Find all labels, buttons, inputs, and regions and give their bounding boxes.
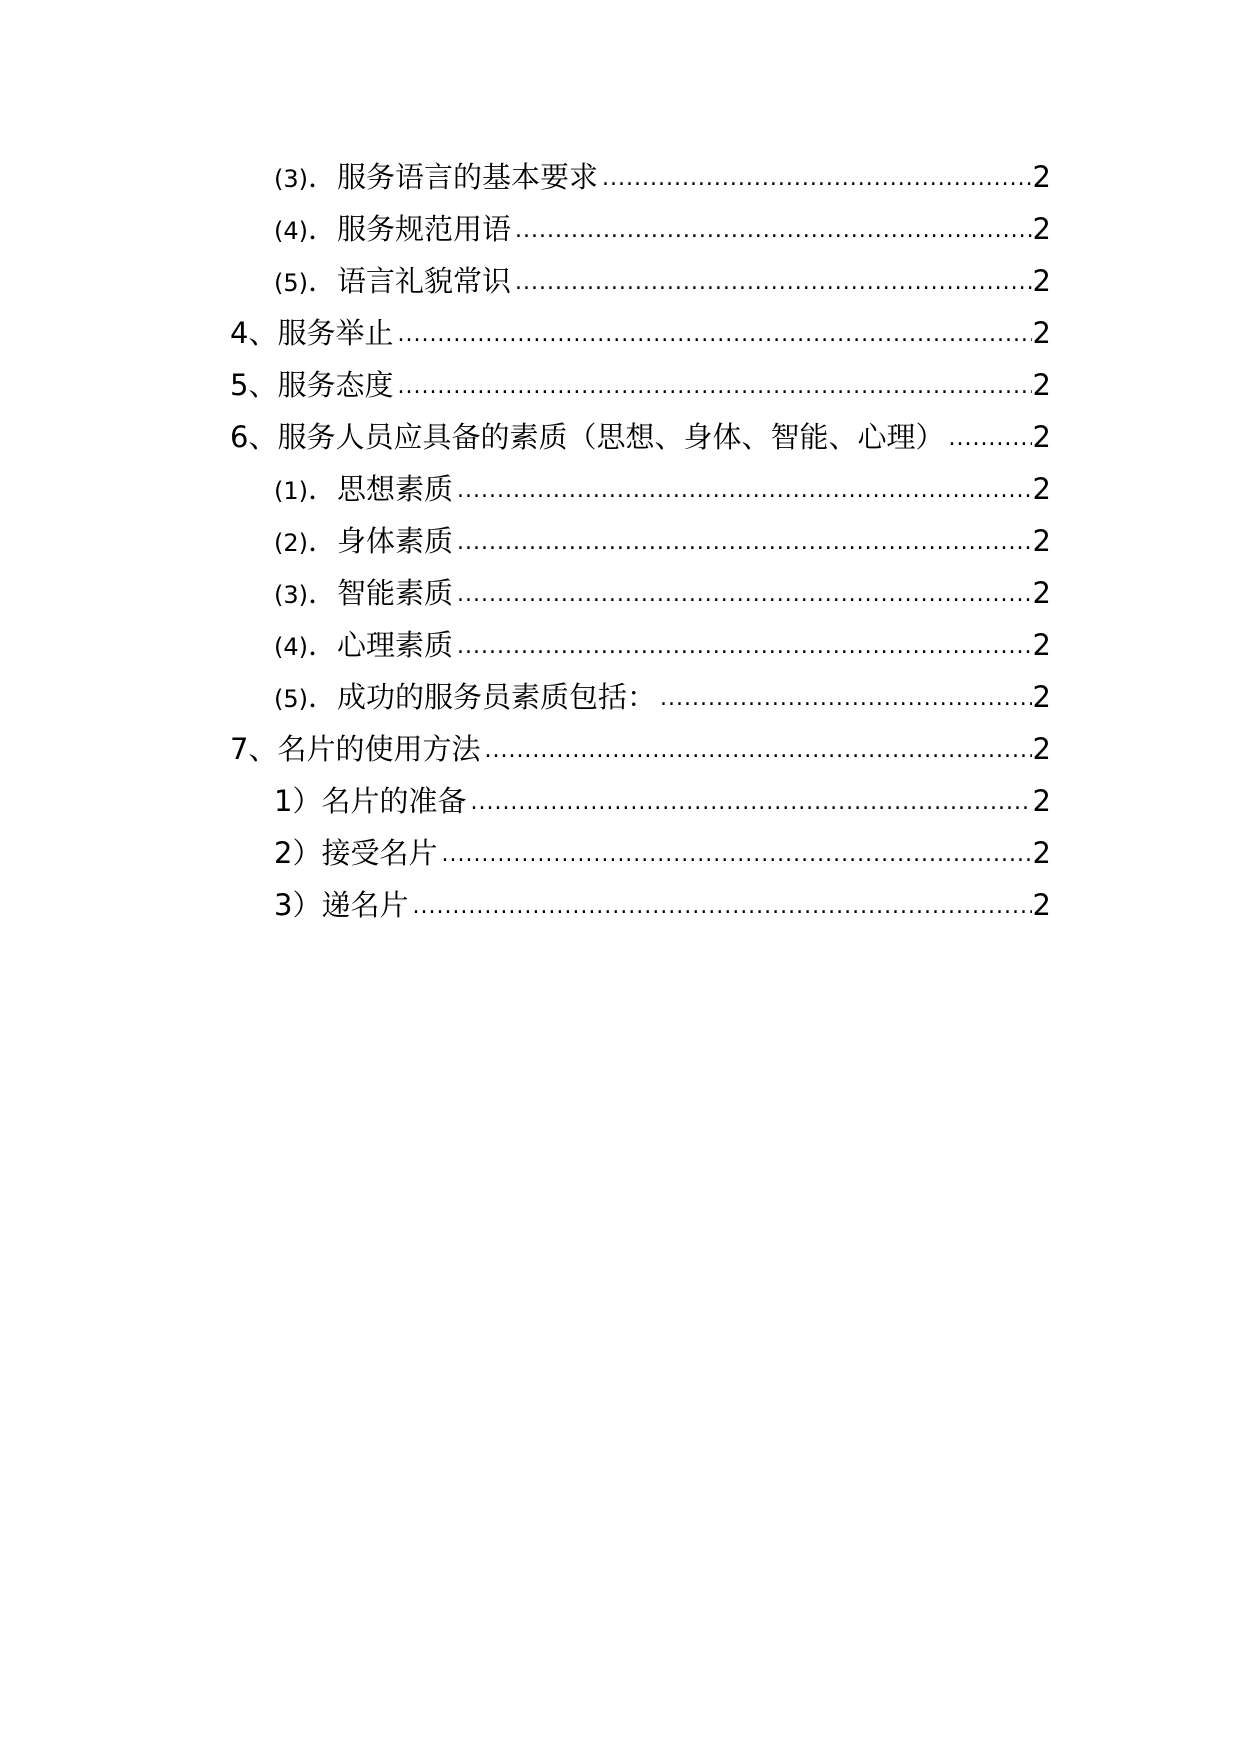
toc-entry-number: 1 bbox=[274, 784, 293, 818]
toc-entry[interactable] bbox=[0, 359, 1051, 411]
toc-entry-number: (3) bbox=[274, 165, 308, 193]
toc-dot-leader bbox=[457, 569, 1032, 621]
toc-dot-leader bbox=[397, 361, 1031, 413]
toc-entry[interactable] bbox=[0, 775, 1051, 827]
toc-entry-page: 2 bbox=[1032, 680, 1051, 714]
table-of-contents bbox=[0, 151, 1241, 931]
toc-entry-page: 2 bbox=[1032, 472, 1051, 506]
toc-entry-title: ．身体素质 bbox=[308, 524, 454, 558]
toc-entry[interactable] bbox=[0, 515, 1051, 567]
toc-dot-leader bbox=[457, 621, 1032, 673]
toc-entry-page: 2 bbox=[1032, 628, 1051, 662]
toc-entry-page: 2 bbox=[1032, 836, 1051, 870]
toc-entry[interactable] bbox=[0, 671, 1051, 723]
toc-entry-number: 6 bbox=[230, 420, 249, 454]
toc-entry-number: 5 bbox=[230, 368, 249, 402]
toc-entry-number: 2 bbox=[274, 836, 293, 870]
toc-dot-leader bbox=[515, 205, 1032, 257]
toc-dot-leader bbox=[660, 673, 1032, 725]
toc-dot-leader bbox=[484, 725, 1031, 777]
toc-entry-number: 4 bbox=[230, 316, 249, 350]
toc-entry-title: 、服务人员应具备的素质（思想、身体、智能、心理） bbox=[248, 420, 945, 454]
toc-entry-page: 2 bbox=[1032, 264, 1051, 298]
toc-entry-number: (4) bbox=[274, 633, 308, 661]
toc-entry-number: (1) bbox=[274, 477, 308, 505]
toc-dot-leader bbox=[470, 777, 1031, 829]
toc-dot-leader bbox=[457, 517, 1032, 569]
toc-entry-page: 2 bbox=[1032, 732, 1051, 766]
toc-entry-number: (5) bbox=[274, 685, 308, 713]
toc-entry[interactable] bbox=[0, 567, 1051, 619]
toc-dot-leader bbox=[397, 309, 1031, 361]
toc-entry[interactable] bbox=[0, 827, 1051, 879]
toc-entry-number: (3) bbox=[274, 581, 308, 609]
toc-entry[interactable] bbox=[0, 203, 1051, 255]
toc-entry[interactable] bbox=[0, 879, 1051, 931]
toc-entry-number: 7 bbox=[230, 732, 249, 766]
toc-entry-number: (4) bbox=[274, 217, 308, 245]
toc-entry-title: ．智能素质 bbox=[308, 576, 454, 610]
toc-entry-title: ．心理素质 bbox=[308, 628, 454, 662]
toc-entry[interactable] bbox=[0, 307, 1051, 359]
toc-entry-page: 2 bbox=[1032, 524, 1051, 558]
toc-entry[interactable] bbox=[0, 255, 1051, 307]
toc-dot-leader bbox=[948, 413, 1031, 465]
toc-entry-number: (2) bbox=[274, 529, 308, 557]
toc-entry-number: (5) bbox=[274, 269, 308, 297]
toc-entry[interactable] bbox=[0, 151, 1051, 203]
toc-entry-title: ．服务规范用语 bbox=[308, 212, 512, 246]
toc-entry-title: ．服务语言的基本要求 bbox=[308, 160, 599, 194]
toc-entry-page: 2 bbox=[1032, 368, 1051, 402]
toc-dot-leader bbox=[441, 829, 1031, 881]
toc-entry-page: 2 bbox=[1032, 160, 1051, 194]
toc-entry-title: ．成功的服务员素质包括： bbox=[308, 680, 657, 714]
toc-dot-leader bbox=[602, 153, 1032, 205]
toc-entry-page: 2 bbox=[1032, 212, 1051, 246]
toc-entry[interactable] bbox=[0, 723, 1051, 775]
toc-entry-page: 2 bbox=[1032, 784, 1051, 818]
toc-entry-page: 2 bbox=[1032, 420, 1051, 454]
toc-entry-title: ）名片的准备 bbox=[292, 784, 467, 818]
toc-entry-title: ．语言礼貌常识 bbox=[308, 264, 512, 298]
toc-entry-title: 、服务态度 bbox=[248, 368, 394, 402]
toc-entry-title: ）递名片 bbox=[292, 888, 409, 922]
toc-entry-page: 2 bbox=[1032, 888, 1051, 922]
toc-entry-page: 2 bbox=[1032, 316, 1051, 350]
toc-entry[interactable] bbox=[0, 619, 1051, 671]
toc-entry-title: 、服务举止 bbox=[248, 316, 394, 350]
toc-entry[interactable] bbox=[0, 411, 1051, 463]
toc-entry-title: ）接受名片 bbox=[292, 836, 438, 870]
toc-entry-number: 3 bbox=[274, 888, 293, 922]
toc-entry-page: 2 bbox=[1032, 576, 1051, 610]
toc-dot-leader bbox=[457, 465, 1032, 517]
toc-entry-title: ．思想素质 bbox=[308, 472, 454, 506]
toc-entry-title: 、名片的使用方法 bbox=[248, 732, 481, 766]
toc-dot-leader bbox=[412, 881, 1031, 933]
toc-entry[interactable] bbox=[0, 463, 1051, 515]
toc-dot-leader bbox=[515, 257, 1032, 309]
